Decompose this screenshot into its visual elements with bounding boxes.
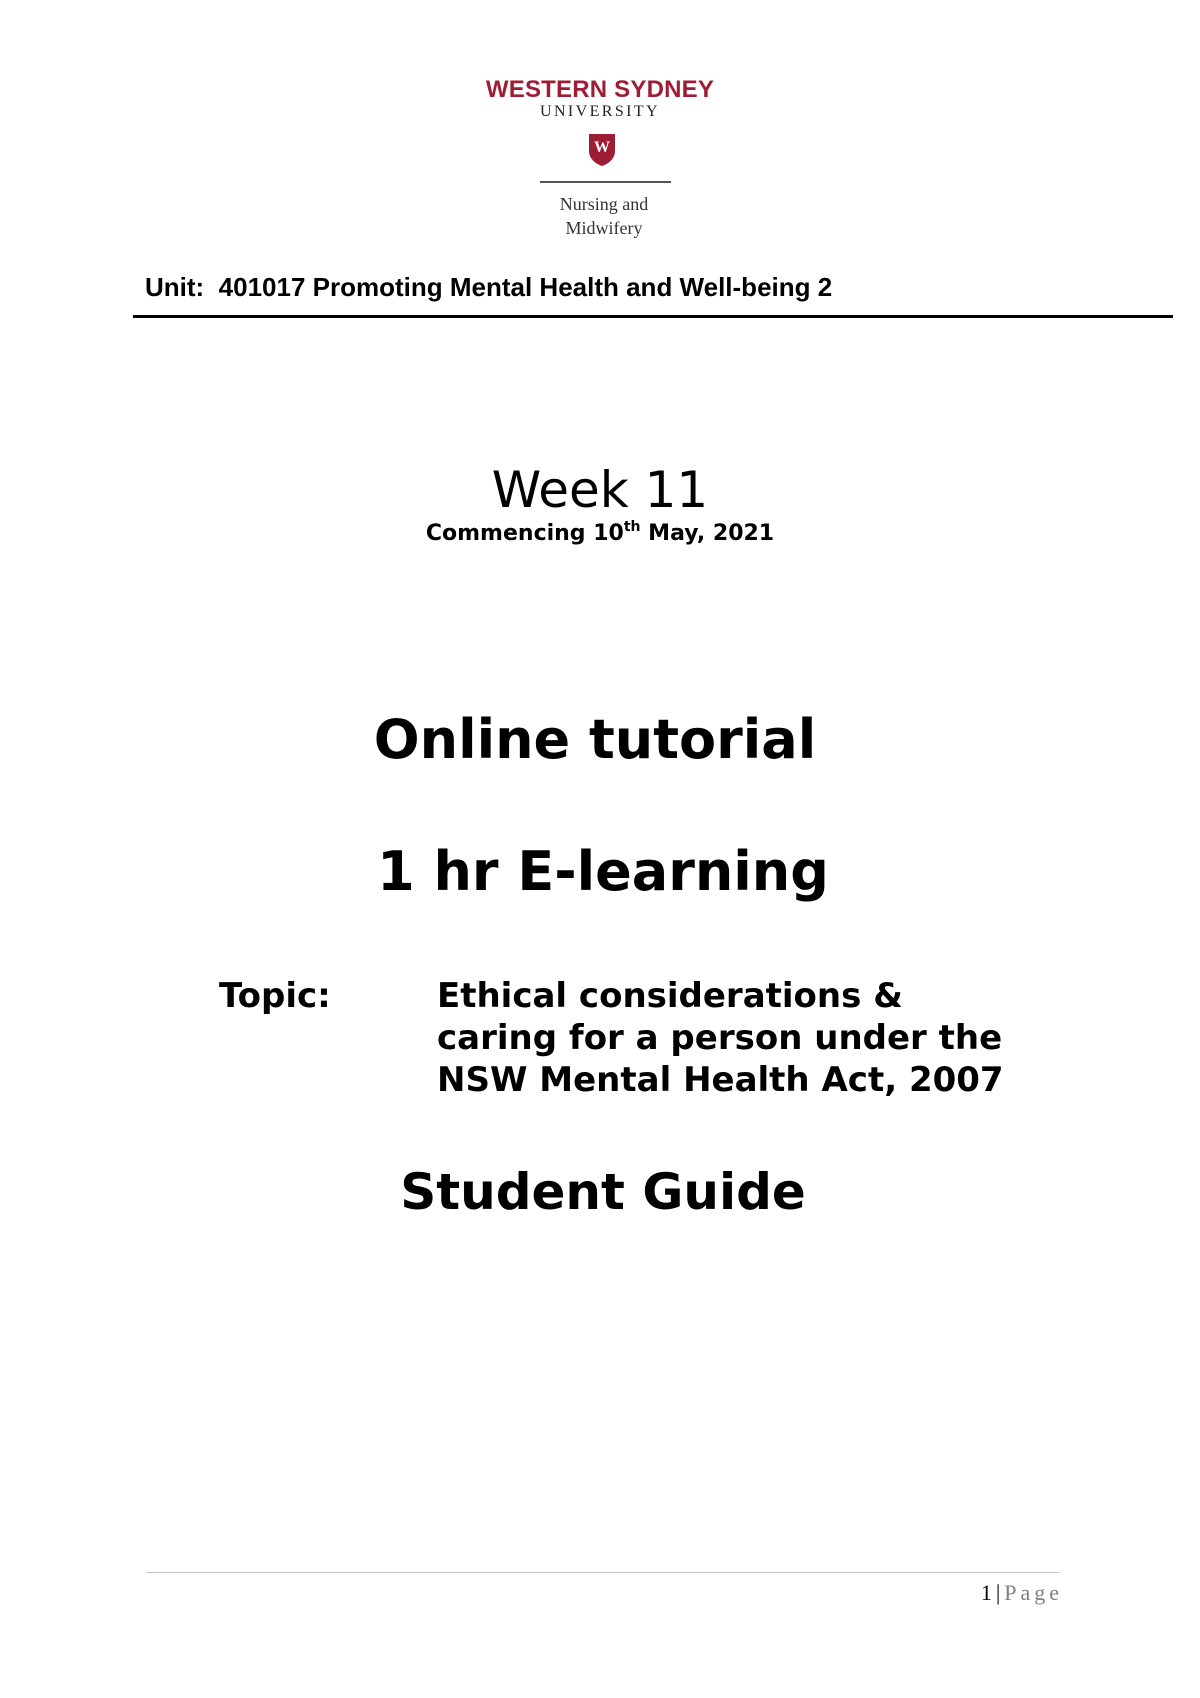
faculty-line-2: Midwifery xyxy=(565,218,643,238)
header-divider xyxy=(133,315,1173,318)
page-number-value: 1 xyxy=(980,1580,992,1605)
elearning-heading: 1 hr E-learning xyxy=(377,840,829,903)
commencing-ordinal: th xyxy=(623,519,641,535)
page-separator: | xyxy=(995,1580,1001,1605)
unit-label: Unit: xyxy=(145,272,205,302)
footer-divider xyxy=(146,1572,1060,1573)
commencing-prefix: Commencing 10 xyxy=(425,521,624,546)
page-number xyxy=(981,1580,1063,1606)
commencing-date xyxy=(0,520,1200,548)
topic-line-1: Ethical considerations & xyxy=(437,976,903,1016)
unit-title: 401017 Promoting Mental Health and Well-being 2 xyxy=(218,272,833,302)
week-title: Week 11 xyxy=(491,461,709,519)
topic-line-2: caring for a person under the xyxy=(437,1018,1003,1058)
page-word: Page xyxy=(1004,1580,1063,1605)
topic-text xyxy=(437,975,1077,1101)
student-guide-heading: Student Guide xyxy=(400,1163,806,1221)
logo-faculty xyxy=(0,192,1200,240)
logo-wordmark: WESTERN SYDNEY xyxy=(485,76,715,103)
topic-label: Topic: xyxy=(219,976,331,1016)
logo-divider xyxy=(540,181,671,183)
commencing-rest: May, 2021 xyxy=(640,521,775,546)
topic-line-3: NSW Mental Health Act, 2007 xyxy=(437,1060,1004,1100)
online-tutorial-heading: Online tutorial xyxy=(373,708,817,771)
faculty-line-1: Nursing and xyxy=(559,194,649,214)
logo-university-text: UNIVERSITY xyxy=(540,103,660,120)
shield-letter: W xyxy=(594,139,610,156)
unit-heading xyxy=(145,272,832,302)
shield-icon xyxy=(588,133,616,167)
university-logo xyxy=(0,0,1200,250)
